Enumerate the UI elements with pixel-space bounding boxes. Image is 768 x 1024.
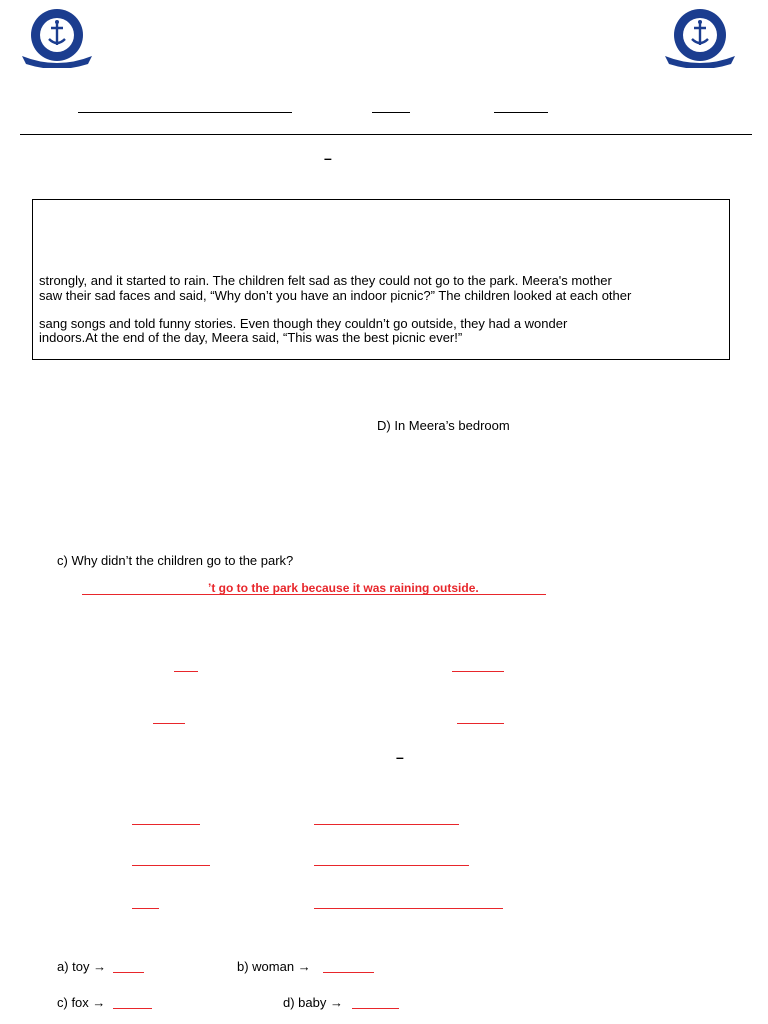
plural-item-baby: d) baby → — [283, 995, 343, 1010]
class-blank-line — [372, 112, 410, 113]
answer-blank — [314, 865, 469, 866]
section-dash: – — [396, 749, 404, 765]
plural-blank[interactable] — [323, 972, 374, 973]
plural-blank[interactable] — [113, 1008, 152, 1009]
header-divider — [20, 134, 752, 135]
plural-item-woman: b) woman → — [237, 959, 311, 974]
passage-line: saw their sad faces and said, “Why don’t you have an indoor picnic?” The children looked at each other — [39, 288, 632, 303]
answer-blank — [457, 723, 504, 724]
question-c-answer: ’t go to the park because it was raining outside. — [208, 581, 479, 595]
plural-blank[interactable] — [113, 972, 144, 973]
title-dash: – — [324, 150, 332, 166]
answer-blank — [153, 723, 185, 724]
name-blank-line — [78, 112, 292, 113]
answer-blank — [174, 671, 198, 672]
passage-box — [32, 199, 730, 360]
passage-line: sang songs and told funny stories. Even though they couldn’t go outside, they had a wonder — [39, 316, 568, 331]
answer-blank — [132, 908, 159, 909]
answer-underline — [82, 594, 546, 595]
answer-blank — [314, 908, 503, 909]
passage-line: indoors.At the end of the day, Meera said, “This was the best picnic ever!” — [39, 330, 463, 345]
answer-blank — [452, 671, 504, 672]
answer-blank — [314, 824, 459, 825]
school-logo-right — [661, 6, 739, 68]
option-d: D) In Meera’s bedroom — [377, 418, 510, 433]
question-c: c) Why didn’t the children go to the park? — [57, 553, 294, 568]
plural-blank[interactable] — [352, 1008, 399, 1009]
plural-item-fox: c) fox → — [57, 995, 106, 1010]
school-logo-left — [18, 6, 96, 68]
date-blank-line — [494, 112, 548, 113]
plural-item-toy: a) toy → — [57, 959, 107, 974]
passage-line: strongly, and it started to rain. The children felt sad as they could not go to the park. Meera's mother — [39, 273, 612, 288]
answer-blank — [132, 824, 200, 825]
answer-blank — [132, 865, 210, 866]
